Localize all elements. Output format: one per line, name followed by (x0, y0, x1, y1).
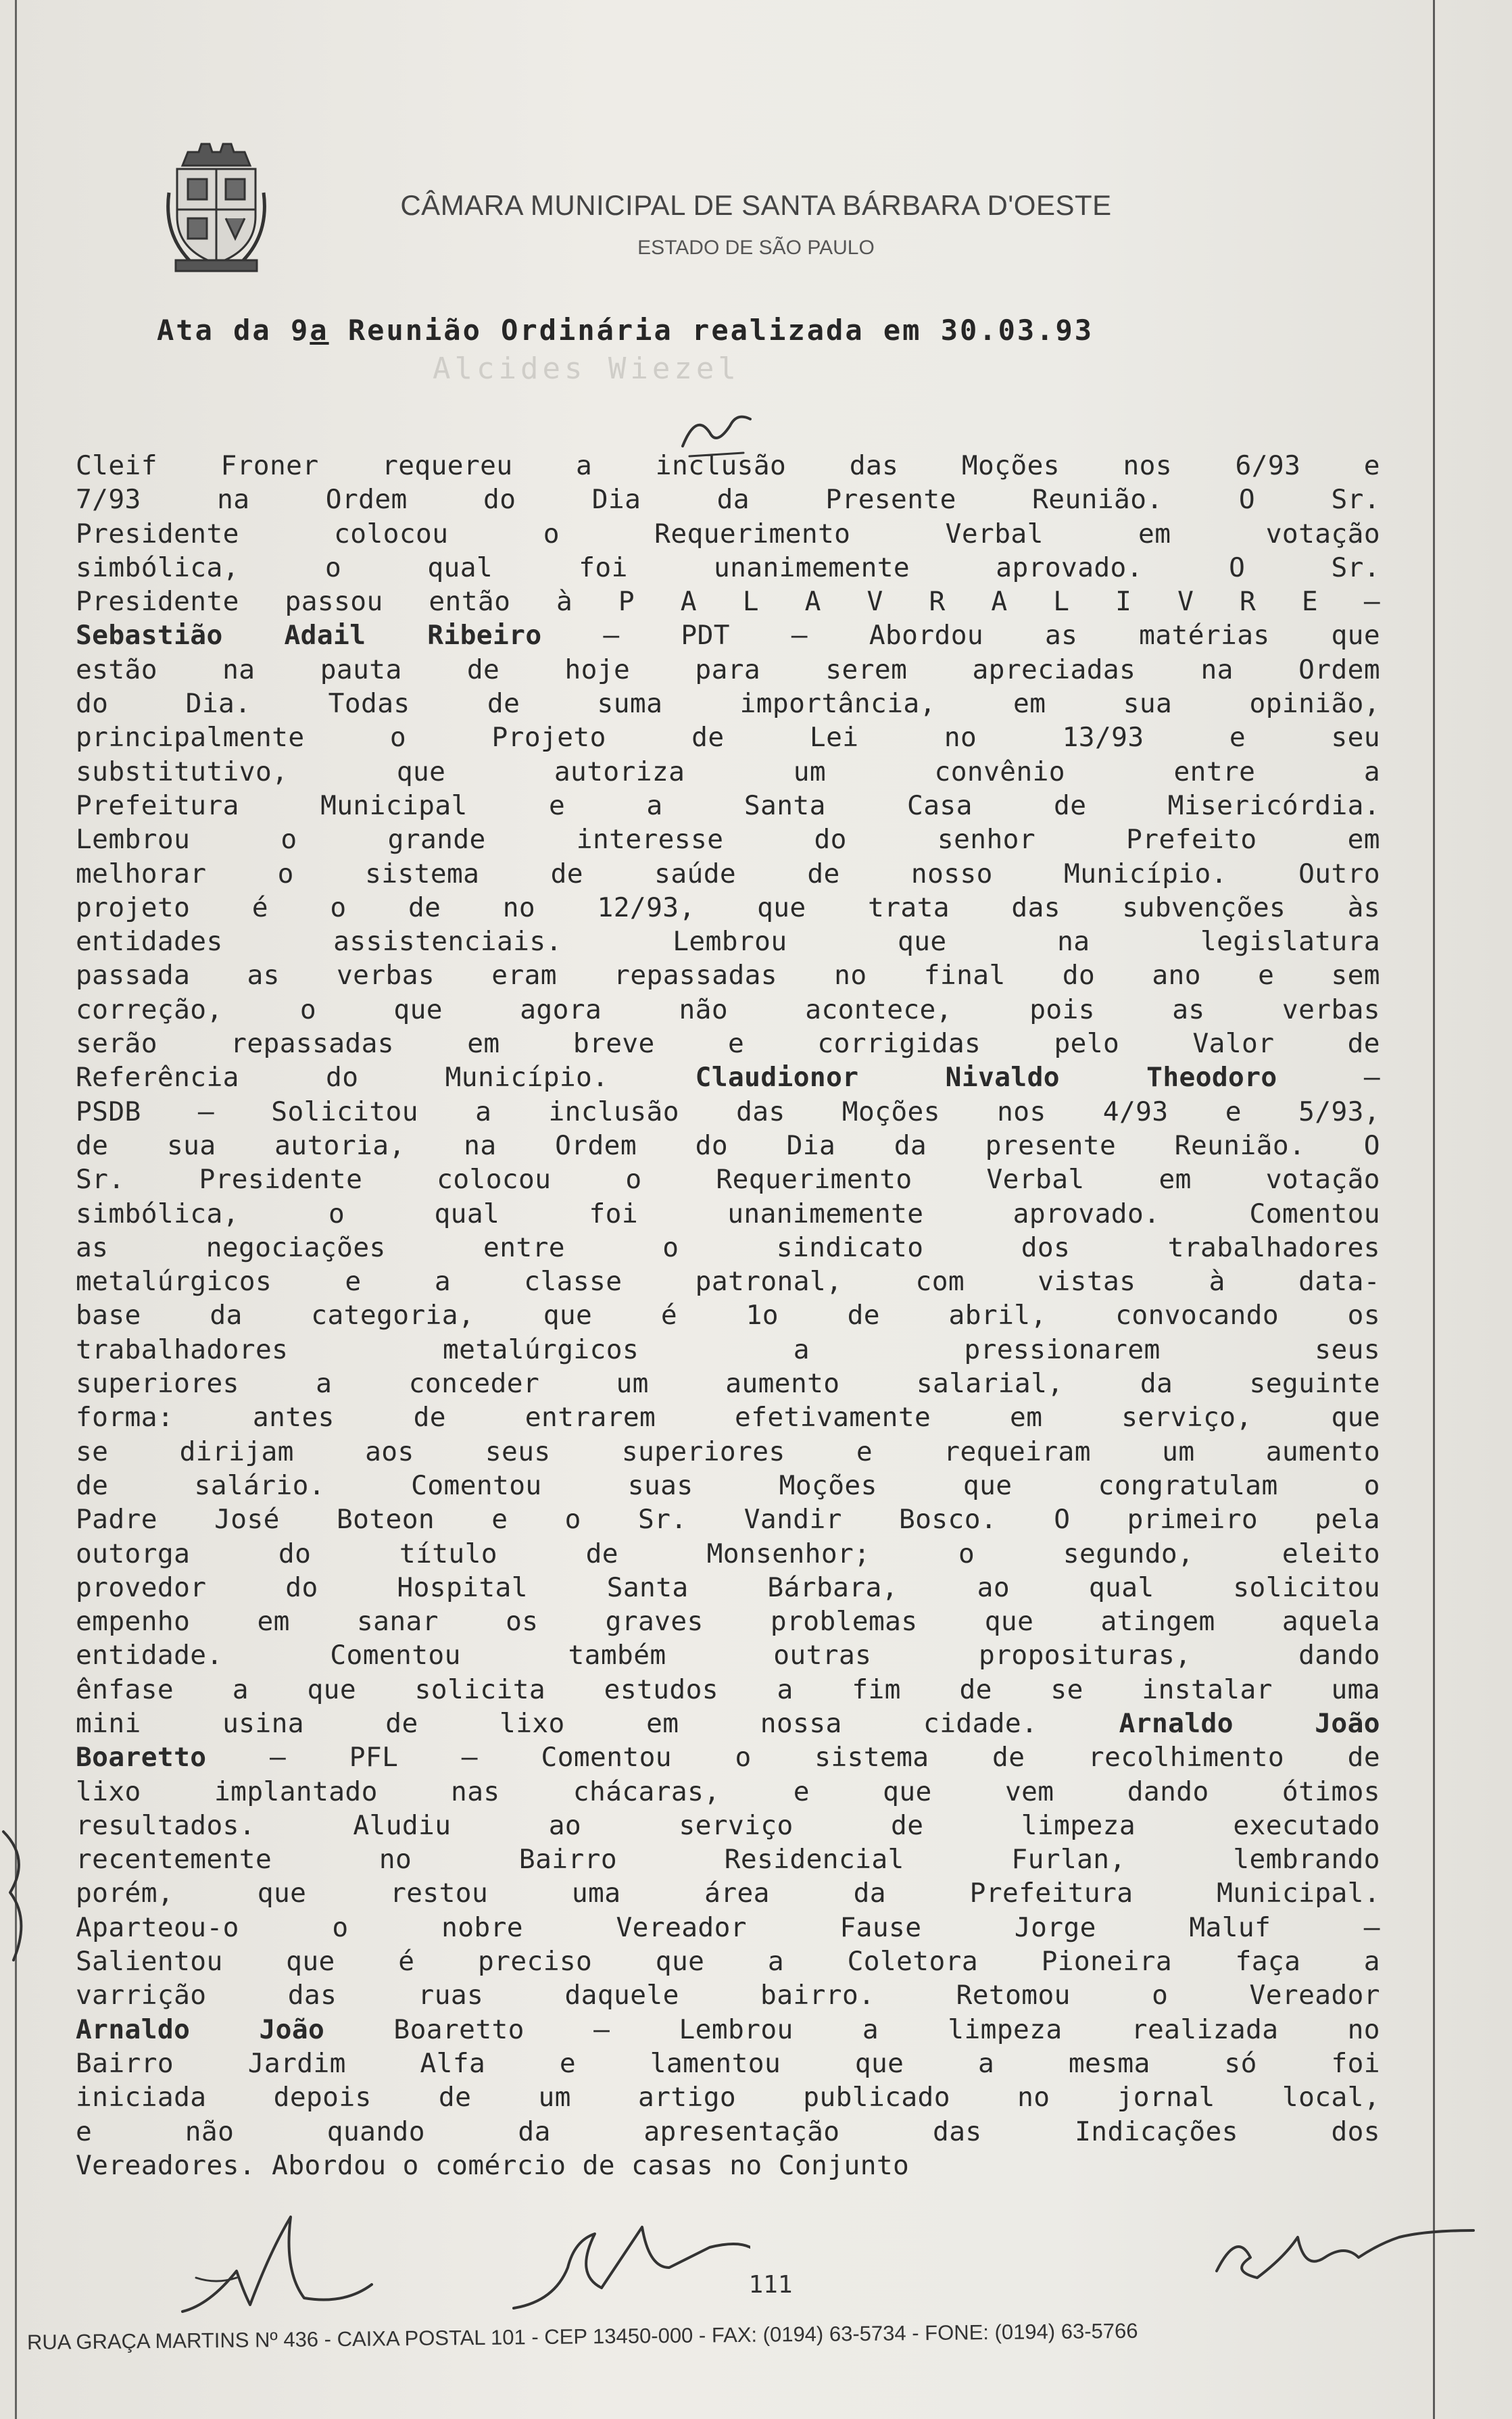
text-line: porém, que restou uma área da Prefeitura Municipal. (76, 1878, 1380, 1909)
text-line: ênfase a que solicita estudos a fim de se instalar uma (76, 1673, 1380, 1705)
text-line: lixo implantado nas chácaras, e que vem dando ótimos (76, 1776, 1380, 1807)
text-line: correção, o que agora não acontece, pois as verbas (76, 994, 1380, 1025)
text-line: PSDB – Solicitou a inclusão das Moções nos 4/93 e 5/93, (76, 1096, 1380, 1127)
text-line: Cleif Froner requereu a inclusão das Moções nos 6/93 e (76, 450, 1380, 481)
text-line: Aparteou-o o nobre Vereador Fause Jorge Maluf – (76, 1911, 1380, 1943)
text-line: Lembrou o grande interesse do senhor Prefeito em (76, 824, 1380, 856)
text-line: metalúrgicos e a classe patronal, com vistas à data- (76, 1266, 1380, 1298)
text-line: passada as verbas eram repassadas no final do ano e sem (76, 960, 1380, 992)
text-line: do Dia. Todas de suma importância, em sua opinião, (76, 688, 1380, 720)
text-line: projeto é o de no 12/93, que trata das subvenções às (76, 891, 1380, 923)
text-line: outorga do título de Monsenhor; o segundo, eleito (76, 1538, 1380, 1569)
text-line: principalmente o Projeto de Lei no 13/93 e seu (76, 722, 1380, 754)
title-ordinal: a (310, 314, 329, 347)
text-line: provedor do Hospital Santa Bárbara, ao qual solicitou (76, 1571, 1380, 1603)
text-line: simbólica, o qual foi unanimemente aprovado. O Sr. (76, 552, 1380, 583)
text-line: as negociações entre o sindicato dos trabalhadores (76, 1231, 1380, 1263)
margin-signature-left (0, 1818, 41, 1974)
address-footer: RUA GRAÇA MARTINS Nº 436 - CAIXA POSTAL 101 - CEP 13450-000 - FAX: (0194) 63-5734 - FONE: (0194) 63-5766 (26, 2318, 1138, 2354)
speaker-name: Claudionor Nivaldo Theodoro (695, 1062, 1277, 1094)
title-suffix: Reunião Ordinária realizada em 30.03.93 (328, 314, 1094, 347)
text-line: Boaretto – PFL – Comentou o sistema de recolhimento de (76, 1742, 1380, 1774)
text-line: mini usina de lixo em nossa cidade. Arnaldo João (76, 1707, 1380, 1739)
text-line: entidades assistenciais. Lembrou que na legislatura (76, 926, 1380, 958)
minutes-title (157, 314, 1346, 347)
text-line: trabalhadores metalúrgicos a pressionarem seus (76, 1334, 1380, 1365)
left-margin-rule (15, 0, 17, 2419)
title-prefix: Ata da 9 (157, 314, 310, 347)
text-line: melhorar o sistema de saúde de nosso Município. Outro (76, 858, 1380, 889)
signature-mark-top (676, 406, 757, 466)
text-line: Prefeitura Municipal e a Santa Casa de Misericórdia. (76, 789, 1380, 821)
text-line: de sua autoria, na Ordem do Dia da presente Reunião. O (76, 1129, 1380, 1161)
text-line: Referência do Município. Claudionor Nivaldo Theodoro – (76, 1062, 1380, 1094)
text-line: simbólica, o qual foi unanimemente aprovado. Comentou (76, 1198, 1380, 1229)
text-line: entidade. Comentou também outras proposituras, dando (76, 1640, 1380, 1671)
minutes-body (76, 449, 1380, 2182)
page-number: 111 (748, 2271, 793, 2299)
text-line: estão na pauta de hoje para serem apreciadas na Ordem (76, 654, 1380, 685)
text-line: iniciada depois de um artigo publicado no jornal local, (76, 2082, 1380, 2113)
text-line: empenho em sanar os graves problemas que atingem aquela (76, 1606, 1380, 1638)
speaker-name: Arnaldo João (76, 2013, 325, 2045)
signature-center (500, 2214, 750, 2322)
text-line: Sebastião Adail Ribeiro – PDT – Abordou as matérias que (76, 620, 1380, 652)
text-line: Presidente passou então à P A L A V R A L I V R E – (76, 586, 1380, 618)
text-line: resultados. Aludiu ao serviço de limpeza executado (76, 1809, 1380, 1841)
signature-left (155, 2210, 379, 2332)
speaker-name: Arnaldo João (1119, 1707, 1380, 1739)
text-line: de salário. Comentou suas Moções que congratulam o (76, 1469, 1380, 1501)
text-line: varrição das ruas daquele bairro. Retomou o Vereador (76, 1980, 1380, 2011)
text-line: base da categoria, que é 1o de abril, convocando os (76, 1300, 1380, 1331)
state-name: ESTADO DE SÃO PAULO (637, 237, 875, 259)
text-line: Padre José Boteon e o Sr. Vandir Bosco. O primeiro pela (76, 1504, 1380, 1536)
bleed-through-text: Alcides Wiezel (433, 351, 740, 386)
right-margin-rule (1433, 0, 1435, 2419)
text-line: Sr. Presidente colocou o Requerimento Verbal em votação (76, 1164, 1380, 1196)
text-line: 7/93 na Ordem do Dia da Presente Reunião. O Sr. (76, 484, 1380, 516)
speaker-name: Boaretto (76, 1742, 207, 1774)
signature-right (1203, 2197, 1487, 2291)
text-line: e não quando da apresentação das Indicações dos (76, 2116, 1380, 2147)
text-line: superiores a conceder um aumento salarial, da seguinte (76, 1368, 1380, 1400)
text-line: Salientou que é preciso que a Coletora Pioneira faça a (76, 1946, 1380, 1978)
text-line: Arnaldo João Boaretto – Lembrou a limpeza realizada no (76, 2013, 1380, 2045)
text-line: se dirijam aos seus superiores e requeiram um aumento (76, 1436, 1380, 1467)
text-line: Presidente colocou o Requerimento Verbal em votação (76, 518, 1380, 549)
text-line: serão repassadas em breve e corrigidas pelo Valor de (76, 1028, 1380, 1060)
text-line: forma: antes de entrarem efetivamente em serviço, que (76, 1402, 1380, 1434)
text-line: substitutivo, que autoriza um convênio entre a (76, 756, 1380, 787)
text-line: recentemente no Bairro Residencial Furlan, lembrando (76, 1844, 1380, 1876)
text-line: Vereadores. Abordou o comércio de casas no Conjunto (76, 2149, 910, 2181)
text-line: Bairro Jardim Alfa e lamentou que a mesma só foi (76, 2047, 1380, 2079)
institution-name: CÂMARA MUNICIPAL DE SANTA BÁRBARA D'OESTE (400, 189, 1112, 221)
speaker-name: Sebastião Adail Ribeiro (76, 620, 542, 652)
